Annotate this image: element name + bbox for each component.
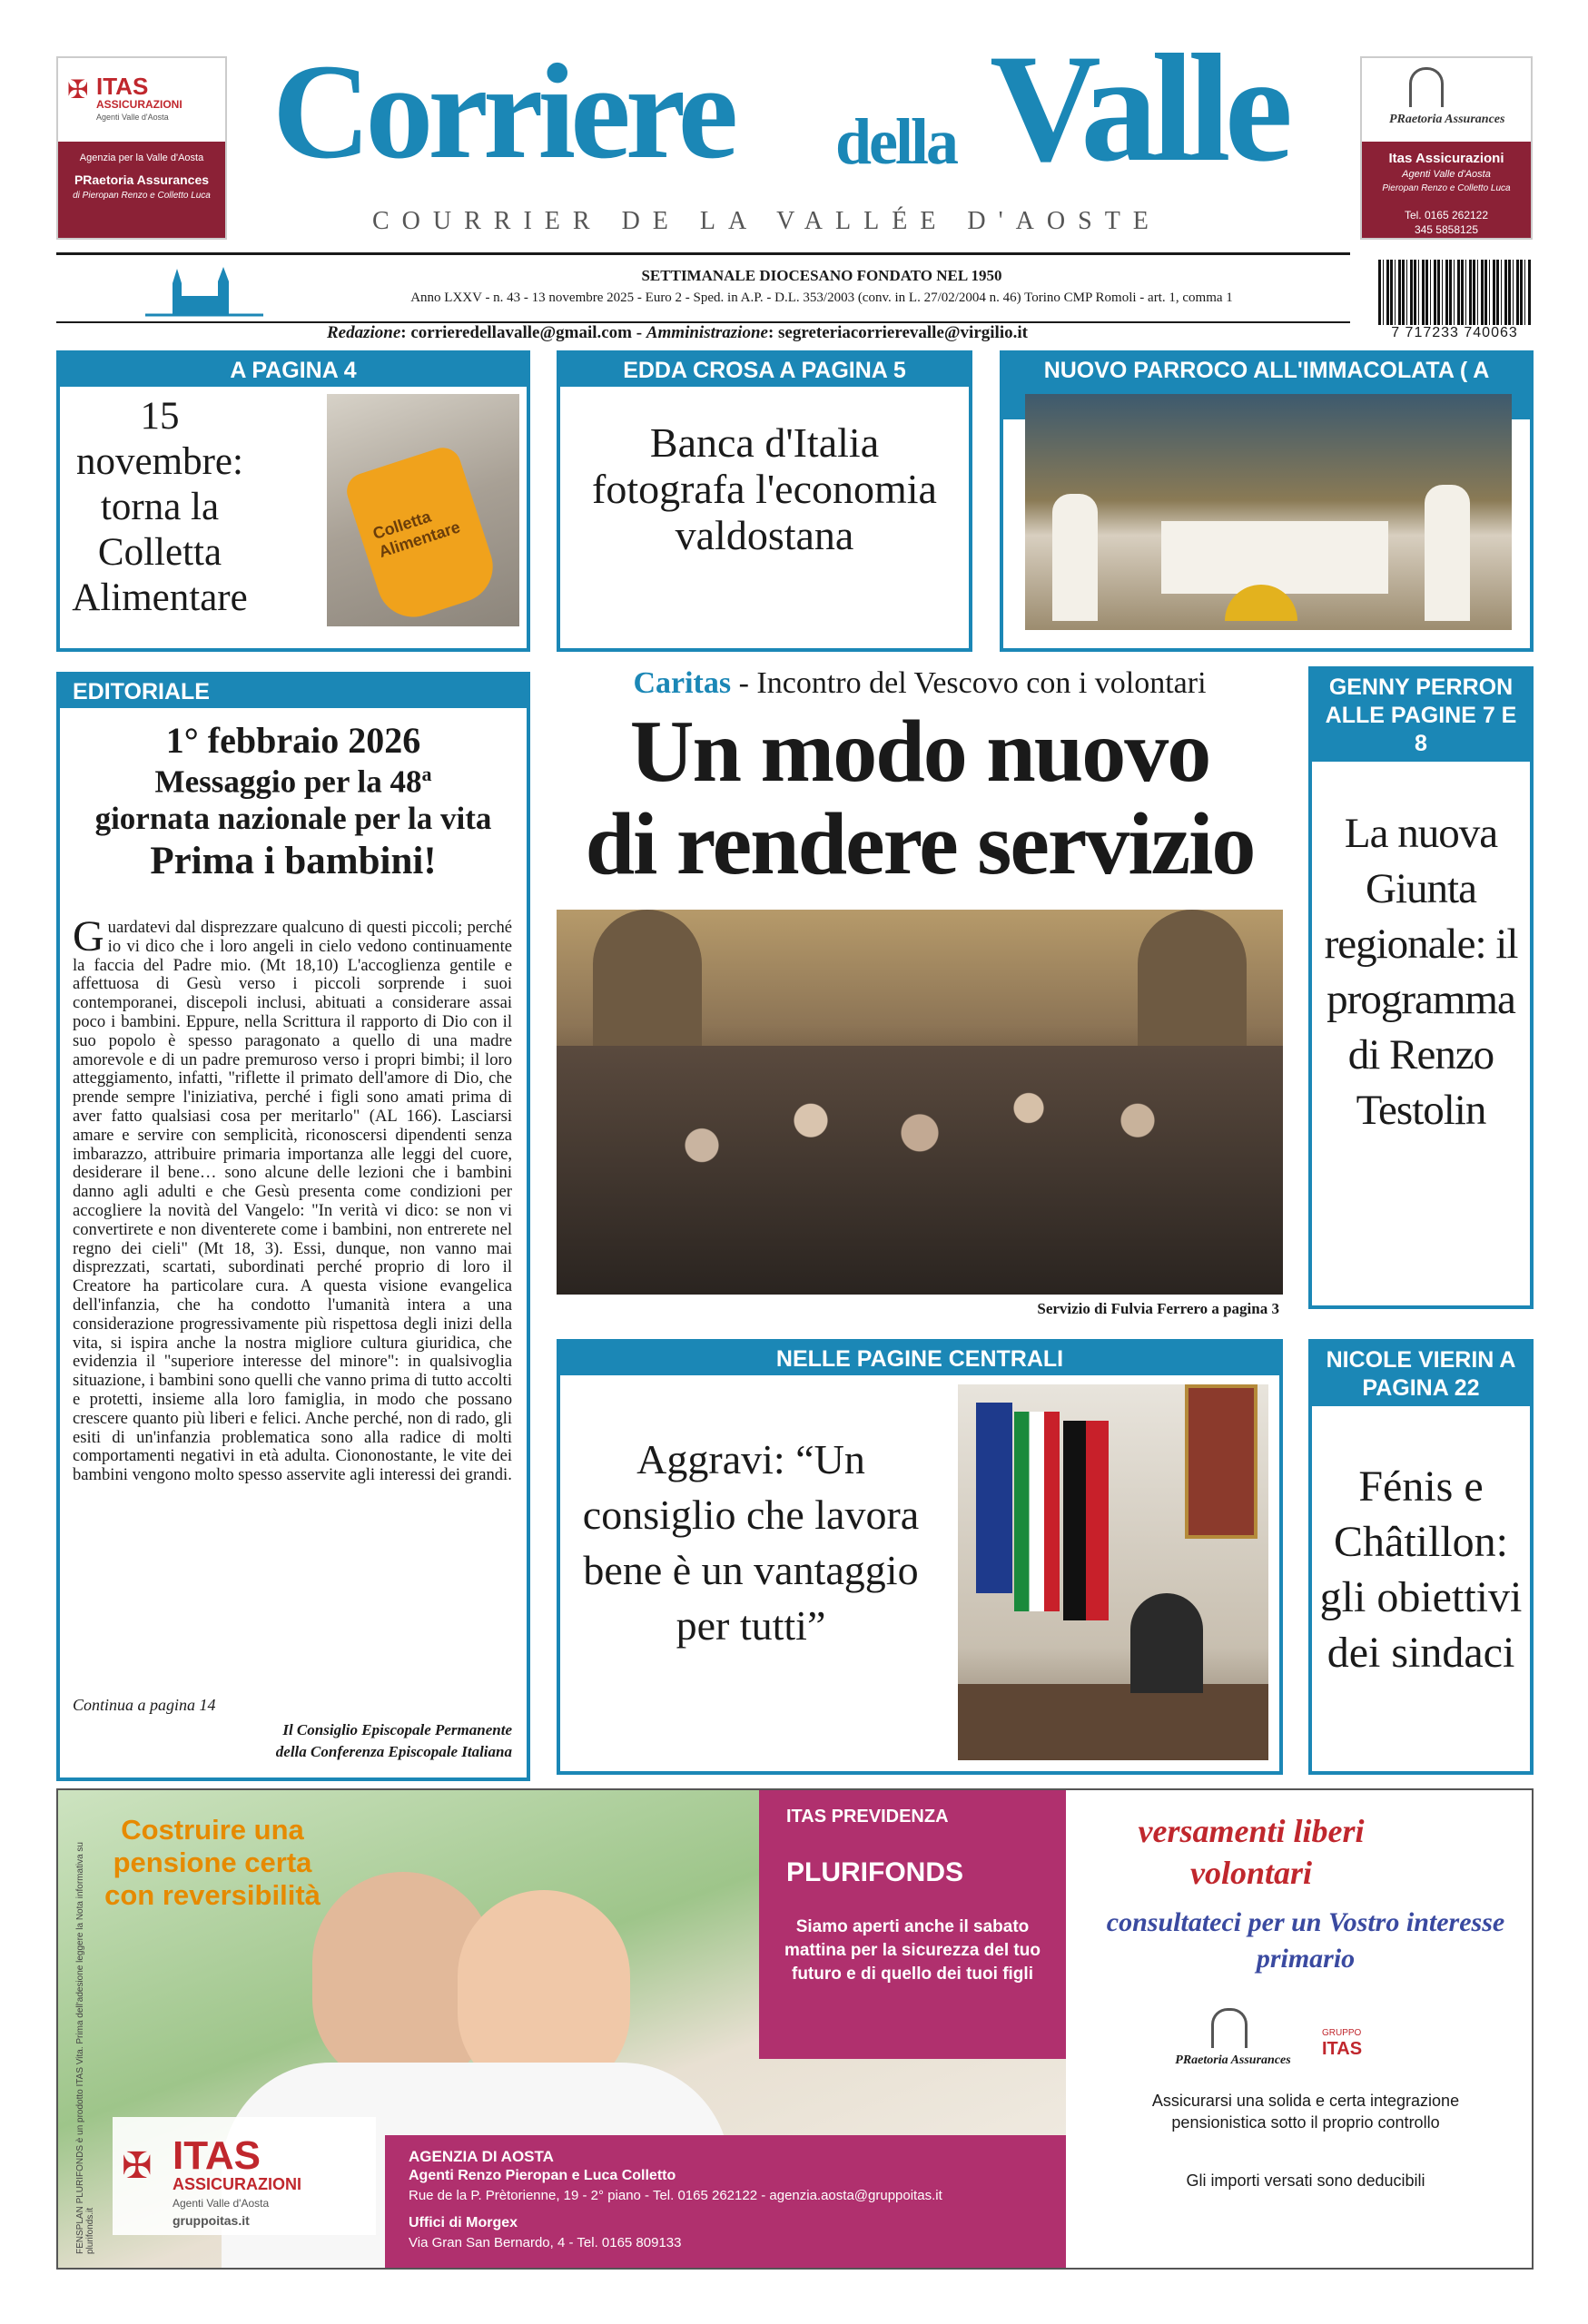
ad-itas-logo-sub: ASSICURAZIONI xyxy=(173,2175,302,2193)
redazione-email[interactable]: : corrieredellavalle@gmail.com - xyxy=(400,323,646,342)
ad-left-line3: di Pieropan Renzo e Colletto Luca xyxy=(73,191,211,201)
header-rule-top xyxy=(56,252,1350,255)
bottom-ad[interactable] xyxy=(56,1788,1534,2270)
masthead xyxy=(263,23,1326,235)
ad-agenzia: AGENZIA DI AOSTA xyxy=(409,2148,554,2165)
aosta-flag xyxy=(1063,1421,1109,1620)
redazione-label: Redazione xyxy=(327,323,401,342)
editoriale-title1-sup: a xyxy=(421,763,432,785)
priest-figure xyxy=(1425,485,1470,621)
redazione-line xyxy=(327,323,1353,343)
editoriale-signature2: della Conferenza Episcopale Italiana xyxy=(275,1743,512,1760)
ad-right-phone2: 345 5858125 xyxy=(1414,223,1479,236)
bag-caption: Colletta Alimentare xyxy=(370,507,463,562)
editoriale-title2: giornata nazionale per la vita xyxy=(94,801,492,836)
masthead-della: della xyxy=(835,105,957,178)
box-aggravi-headline: Aggravi: “Un consiglio che lavora bene è un vantaggio per tutti” xyxy=(582,1436,920,1649)
ad-previdenza: ITAS PREVIDENZA xyxy=(786,1807,949,1827)
desk-shape xyxy=(958,1684,1268,1760)
ad-right-phone1: Tel. 0165 262122 xyxy=(1404,209,1489,222)
box-giunta-tab: GENNY PERRON ALLE PAGINE 7 E 8 xyxy=(1312,670,1530,762)
ad-uffici: Uffici di Morgex xyxy=(409,2215,518,2230)
itas-eagle-icon: ✠ xyxy=(122,2145,153,2186)
box-fenis[interactable] xyxy=(1308,1339,1534,1775)
itas-eagle-icon: ✠ xyxy=(67,75,89,103)
main-kicker-caritas: Caritas xyxy=(633,666,732,700)
amministrazione-email[interactable]: : segreteriacorrierevalle@virgilio.it xyxy=(767,323,1028,342)
statue-niche xyxy=(593,910,702,1046)
barcode-number: 7 717233 740063 xyxy=(1391,325,1518,340)
ad-agenti: Agenti Renzo Pieropan e Luca Colletto xyxy=(409,2168,676,2183)
statue-niche xyxy=(1138,910,1247,1046)
arch-icon xyxy=(1409,67,1444,107)
masthead-corriere: Corriere xyxy=(272,36,734,187)
box-parroco-tab: NUOVO PARROCO ALL'IMMACOLATA ( A xyxy=(1003,354,1530,419)
ad-consultateci: consultateci per un Vostro interesse primario xyxy=(1106,1907,1505,1974)
ad-morgex: Via Gran San Bernardo, 4 - Tel. 0165 809133 xyxy=(409,2235,682,2250)
ad-itas-left[interactable] xyxy=(56,56,227,240)
italy-flag xyxy=(1014,1412,1060,1611)
editoriale-date: 1° febbraio 2026 xyxy=(165,720,421,761)
ad-right-line3: Pieropan Renzo e Colletto Luca xyxy=(1382,183,1511,193)
parroco-photo xyxy=(1025,394,1512,630)
box-colletta[interactable] xyxy=(56,350,530,652)
main-headline1[interactable]: Un modo nuovo xyxy=(629,703,1210,801)
ad-side-text: FENSPLAN PLURIFONDS è un prodotto ITAS Vita. Prima dell'adesione leggere la Nota informativa su plurifonds.it xyxy=(75,1842,95,2254)
itas-logo-region: Agenti Valle d'Aosta xyxy=(96,113,169,122)
ad-versamenti-panel xyxy=(1079,1790,1533,2268)
amministrazione-label: Amministrazione xyxy=(646,323,768,342)
masthead-valle: Valle xyxy=(990,23,1287,193)
ad-praetoria-right[interactable] xyxy=(1360,56,1533,240)
box-banca[interactable] xyxy=(557,350,972,652)
ad-itas-site[interactable]: gruppoitas.it xyxy=(173,2213,250,2228)
box-aggravi-tab: NELLE PAGINE CENTRALI xyxy=(560,1343,1279,1375)
audience-crowd xyxy=(557,1046,1283,1295)
ad-praetoria: PRaetoria Assurances xyxy=(1175,2053,1291,2067)
editoriale-title3: Prima i bambini! xyxy=(150,840,437,882)
editoriale-box xyxy=(56,672,530,1781)
box-fenis-headline: Fénis e Châtillon: gli obiettivi dei sindaci xyxy=(1319,1462,1523,1677)
barcode xyxy=(1378,260,1531,350)
box-parroco[interactable] xyxy=(1000,350,1534,652)
ad-gruppo: GRUPPO xyxy=(1322,2028,1362,2038)
praetoria-logo-text: PRaetoria Assurances xyxy=(1389,113,1505,126)
person-figure xyxy=(1130,1593,1203,1693)
editoriale-text: uardatevi dal disprezzare qualcuno di questi piccoli; perché io vi dico che i loro angeli in cielo vedono continuamente la faccia del Padre mio. (Mt 18,10) L'accoglienza gentile e affettuosa di Gesù verso i piccoli sorprende i suoi contemporanei, discepoli inclusi, abituati a considerare assai poco i bambini. Eppure, nella Scrittura il rapporto di Dio con il suo popolo è spesso paragonato a quello di una madre amorevole e di un padre premuroso verso i propri bimbi; il loro atteggiamento, infatti, "riflette il primato dell'amore di Dio, che prende sempre l'iniziativa, perché i figli sono amati prima di aver fatto qualsiasi cosa per meritarlo" (AL 166). Lasciarsi amare e servire con semplicità, riconoscersi dipendenti senza imbarazzo, attribuire primaria importanza alle leggi del cuore, desiderare il bene… sono alcune delle lezioni che i bambini danno agli adulti e che Gesù presenta come condizioni per accogliere la novità del Vangelo: "In verità vi dico: se non vi convertirete e non diventerete come i bambini, non entrerete nel regno dei cieli" (Mt 18, 3). Essi, dunque, non vanno mai disprezzati, scartati, subordinati perché proprio di loro il Creatore ha particolare cura. A questa visione evangelica dell'infanzia, che ha condotto l'umanità intera a una considerazione progressivamente più rispettosa degli inizi della vita, si ispira anche la nostra migliore cultura giuridica, che evidenzia il "superiore interesse del minore": in qualsivoglia situazione, i bambini sono quelli che vanno prima di tutto accolti e protetti, insieme alla loro famiglia, in modo che possano crescere quanto più liberi e felici. Anche perché, non di rado, gli esiti di un'infanzia problematica sono alla radice di molti comportamenti negativi in età adulta. Ciononostante, le vite dei bambini vengono molto spesso asservite agli interessi dei grandi. xyxy=(73,919,512,1485)
ad-agenzia-panel xyxy=(385,2135,1066,2268)
main-headline2[interactable]: di rendere servizio xyxy=(585,795,1255,893)
ad-slogan: Costruire una pensione certa con reversibilità xyxy=(104,1814,321,1911)
ad-indirizzo: Rue de la P. Prètorienne, 19 - 2° piano - Tel. 0165 262122 - agenzia.aosta@gruppoitas.it xyxy=(409,2188,942,2203)
ad-importi: Gli importi versati sono deducibili xyxy=(1186,2171,1425,2190)
ad-right-line1: Itas Assicurazioni xyxy=(1388,151,1504,166)
ad-left-line2: PRaetoria Assurances xyxy=(74,172,210,187)
editoriale-body xyxy=(73,919,512,1672)
praetoria-logo-panel xyxy=(1362,58,1531,142)
ad-right-line2: Agenti Valle d'Aosta xyxy=(1402,169,1491,180)
itas-logo-text: ITAS xyxy=(96,73,149,100)
ad-plurifonds: PLURIFONDS xyxy=(786,1857,963,1887)
priest-figure xyxy=(1052,494,1098,621)
itas-logo-sub: ASSICURAZIONI xyxy=(96,98,182,111)
bag-shape xyxy=(342,443,502,626)
box-giunta-headline: La nuova Giunta regionale: il programma di Renzo Testolin xyxy=(1324,810,1518,1134)
main-photo-audience xyxy=(557,910,1283,1295)
ad-previdenza-panel xyxy=(759,1790,1066,2059)
box-colletta-headline: 15 novembre: torna la Colletta Alimentare xyxy=(72,395,248,619)
editoriale-dropcap: G xyxy=(73,919,104,960)
box-fenis-tab: NICOLE VIERIN A PAGINA 22 xyxy=(1312,1343,1530,1406)
box-colletta-tab: A PAGINA 4 xyxy=(60,354,527,387)
settimanale-line: SETTIMANALE DIOCESANO FONDATO NEL 1950 xyxy=(641,267,1002,284)
box-banca-tab: EDDA CROSA A PAGINA 5 xyxy=(560,354,969,387)
editoriale-title1 xyxy=(60,763,527,801)
colletta-photo xyxy=(327,394,519,626)
box-aggravi[interactable] xyxy=(557,1339,1283,1775)
ad-itas-region: Agenti Valle d'Aosta xyxy=(173,2197,270,2210)
barcode-bars xyxy=(1378,260,1531,325)
editoriale-continua[interactable]: Continua a pagina 14 xyxy=(73,1696,216,1714)
editoriale-title1-text: Messaggio per la 48 xyxy=(154,763,422,800)
eu-flag xyxy=(976,1403,1012,1593)
altar-shape xyxy=(1161,521,1388,594)
editoriale-tab: EDITORIALE xyxy=(60,675,527,708)
masthead-subtitle: COURRIER DE LA VALLÉE D'AOSTE xyxy=(372,207,1161,235)
cathedral-icon xyxy=(145,265,263,321)
box-banca-headline: Banca d'Italia fotografa l'economia valdostana xyxy=(592,419,937,558)
main-kicker-rest: - Incontro del Vescovo con i volontari xyxy=(731,666,1207,700)
ad-left-line1: Agenzia per la Valle d'Aosta xyxy=(79,153,204,163)
main-credit: Servizio di Fulvia Ferrero a pagina 3 xyxy=(1037,1300,1279,1317)
ad-versamenti: versamenti liberi volontari xyxy=(1138,1813,1365,1891)
ad-praetoria-arch-icon xyxy=(1211,2008,1248,2048)
ad-itas-logo-text: ITAS xyxy=(173,2133,261,2178)
ad-assicurarsi: Assicurarsi una solida e certa integrazione pensionistica sotto il proprio controllo xyxy=(1151,2092,1460,2132)
ad-itas-logo-box xyxy=(113,2117,376,2235)
box-giunta[interactable] xyxy=(1308,666,1534,1309)
main-kicker xyxy=(557,666,1283,701)
ad-aperti: Siamo aperti anche il sabato mattina per la sicurezza del tuo futuro e di quello dei tuoi figli xyxy=(784,1917,1041,1984)
aggravi-photo xyxy=(958,1384,1268,1760)
issue-line: Anno LXXV - n. 43 - 13 novembre 2025 - Euro 2 - Sped. in A.P. - D.L. 353/2003 (conv. in L. 27/02/2004 n. 46) Torino CMP Romoli - art. 1, comma 1 xyxy=(410,290,1233,305)
ad-itas-small: ITAS xyxy=(1322,2039,1363,2059)
painting-frame xyxy=(1185,1384,1258,1539)
editoriale-signature1: Il Consiglio Episcopale Permanente xyxy=(282,1721,512,1738)
itas-logo-panel xyxy=(58,58,225,142)
